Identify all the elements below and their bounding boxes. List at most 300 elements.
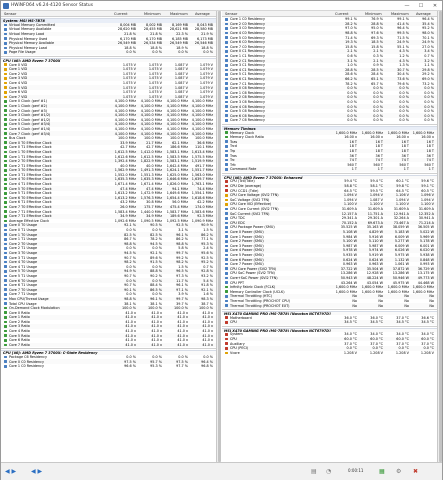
value-maximum: 97.3 % bbox=[176, 273, 188, 278]
sensor-row-vcore[interactable] bbox=[222, 351, 437, 356]
sensor-row-command-rate[interactable] bbox=[222, 167, 437, 172]
value-minimum: 0.0 % bbox=[373, 104, 383, 109]
value-minimum: 18 T bbox=[375, 148, 383, 153]
value-average: 8,043 MB bbox=[196, 22, 213, 27]
log-icon[interactable]: ▦ bbox=[379, 468, 385, 475]
value-maximum: 36 T bbox=[401, 153, 409, 158]
sensor-name: Core 0 C1 Residency bbox=[230, 49, 266, 54]
value-minimum: 1.075 V bbox=[148, 81, 162, 86]
value-average: 1.096 V bbox=[420, 193, 434, 198]
value-average: 0.0 % bbox=[424, 113, 434, 118]
sensor-name: Core 6 Ratio bbox=[9, 338, 30, 343]
sensor-icon bbox=[225, 240, 228, 243]
sensor-icon bbox=[225, 154, 228, 157]
value-maximum: 560 T bbox=[399, 162, 409, 167]
value-current: 41.0 x bbox=[125, 315, 136, 320]
scrollbar-left[interactable] bbox=[217, 11, 221, 462]
value-average: 0.0 % bbox=[424, 99, 434, 104]
value-average: 92.1 % bbox=[201, 287, 213, 292]
sensor-icon bbox=[225, 231, 228, 234]
value-minimum: 37.0 °C bbox=[370, 341, 383, 346]
value-maximum: 0.0 % bbox=[399, 99, 409, 104]
column-current[interactable]: Current bbox=[114, 12, 128, 16]
value-average: 16 T bbox=[426, 139, 434, 144]
value-maximum: 0.0 % bbox=[178, 50, 188, 55]
scrollbar-left-thumb[interactable] bbox=[218, 11, 221, 462]
value-maximum: 74 T bbox=[401, 158, 409, 163]
value-minimum: 28.4 % bbox=[371, 72, 383, 77]
value-minimum: 1,551.3 MHz bbox=[140, 172, 162, 177]
value-current: 13.286 W bbox=[340, 271, 357, 276]
value-maximum: 1.087 V bbox=[174, 71, 188, 76]
sensor-name: Core 1 T0 Effective Clock bbox=[9, 149, 52, 154]
value-average: 0.0 % bbox=[203, 355, 213, 360]
value-minimum: 4.829 W bbox=[368, 230, 383, 235]
value-maximum: 16.00 x bbox=[396, 135, 409, 140]
value-maximum: 45.975 W bbox=[392, 280, 409, 285]
sensor-icon bbox=[4, 160, 7, 163]
sensor-icon bbox=[4, 146, 7, 149]
value-maximum: 55.1 % bbox=[397, 44, 409, 49]
value-maximum: 73.467 A bbox=[393, 220, 409, 225]
value-minimum: 0.0 °C bbox=[372, 346, 383, 351]
value-maximum: 99.7 % bbox=[176, 296, 188, 301]
value-current: 1,092.6 MHz bbox=[114, 218, 136, 223]
value-minimum: 1,491.3 MHz bbox=[140, 168, 162, 173]
value-average: 1.079 V bbox=[199, 94, 213, 99]
group-title: Memory Timings bbox=[224, 126, 256, 131]
value-average: 6.020 W bbox=[419, 248, 434, 253]
value-minimum: 1,612.5 MHz bbox=[140, 154, 162, 159]
value-current: 31.609 A bbox=[341, 207, 357, 212]
value-maximum: 0.0 % bbox=[399, 113, 409, 118]
sensor-name: Virtual Memory Available bbox=[9, 27, 52, 32]
value-maximum: 50.946 W bbox=[392, 275, 409, 280]
value-minimum: 69.3 % bbox=[371, 35, 383, 40]
value-minimum: 82.5 % bbox=[150, 232, 162, 237]
sensor-icon bbox=[225, 159, 228, 162]
sensor-name: Core 7 Clock (perf #3/4) bbox=[9, 131, 51, 136]
value-current: 97.5 % bbox=[124, 359, 136, 364]
sensor-name: CPU bbox=[230, 320, 237, 325]
sensor-icon bbox=[4, 210, 7, 213]
sensor-icon bbox=[4, 187, 7, 190]
value-current: 90.7 % bbox=[124, 283, 136, 288]
sensor-icon bbox=[4, 155, 7, 158]
sensor-name: Average Effective Clock bbox=[9, 218, 50, 223]
value-minimum: 4,100.0 MHz bbox=[140, 122, 162, 127]
column-sensor-right[interactable]: Sensor bbox=[225, 12, 238, 16]
sensor-name: Core 1 Power (SMU) bbox=[230, 234, 264, 239]
sensor-icon bbox=[4, 330, 7, 333]
value-current: 1.075 V bbox=[122, 90, 136, 95]
value-average: 0.0 % bbox=[424, 104, 434, 109]
value-average: 16.00 x bbox=[421, 135, 434, 140]
sensor-icon bbox=[225, 281, 228, 284]
value-current: No bbox=[352, 298, 357, 303]
value-maximum: 37.0 °C bbox=[396, 315, 409, 320]
group-separator bbox=[222, 326, 437, 327]
value-minimum: 2.1 % bbox=[373, 58, 383, 63]
sensor-icon bbox=[225, 263, 228, 266]
column-average-right[interactable]: Average bbox=[416, 12, 431, 16]
sensor-icon bbox=[4, 229, 7, 232]
sensor-icon bbox=[225, 342, 228, 345]
value-maximum: 0.0 % bbox=[178, 355, 188, 360]
value-current: 28.6 % bbox=[345, 72, 357, 77]
value-minimum: 38.1 % bbox=[150, 301, 162, 306]
value-average: 95.2 % bbox=[201, 260, 213, 265]
value-minimum: 4,100.0 MHz bbox=[140, 108, 162, 113]
sensor-icon bbox=[4, 256, 7, 259]
value-maximum: 22.3 % bbox=[176, 32, 188, 37]
value-maximum: 64.5 °C bbox=[396, 188, 409, 193]
sensor-icon bbox=[4, 169, 7, 172]
value-maximum: 99.7 % bbox=[176, 250, 188, 255]
group-separator bbox=[222, 124, 437, 125]
group-separator bbox=[222, 173, 437, 174]
sensor-name: Core 4 C0 Residency bbox=[230, 31, 266, 36]
sensor-name: Virtual Memory Load bbox=[9, 32, 45, 37]
value-current: 41.0 x bbox=[125, 319, 136, 324]
sensor-name: Core 7 C6 Residency bbox=[230, 118, 266, 123]
value-maximum: 1,649.6 MHz bbox=[166, 191, 188, 196]
sensor-icon bbox=[4, 123, 7, 126]
nav-left-arrows[interactable]: ◀ ▶ bbox=[5, 468, 17, 475]
sensor-row-cpu[interactable] bbox=[222, 320, 437, 325]
close-sensors-icon[interactable]: ✖ bbox=[413, 468, 419, 475]
value-current: 38.1 % bbox=[124, 301, 136, 306]
value-minimum: 35.163 W bbox=[366, 225, 383, 230]
sensor-icon bbox=[4, 316, 7, 319]
sensor-icon bbox=[225, 333, 228, 336]
sensor-name: Memory Clock Ratio bbox=[230, 135, 264, 140]
value-maximum: 1.087 V bbox=[174, 90, 188, 95]
value-minimum: 5.919 W bbox=[368, 252, 383, 257]
value-current: 29.341 A bbox=[341, 216, 357, 221]
value-average: 100.0 % bbox=[198, 306, 213, 311]
value-current: 41.0 x bbox=[125, 324, 136, 329]
sensor-name: Vcore bbox=[230, 350, 240, 355]
value-maximum: 94.1 MHz bbox=[172, 186, 188, 191]
value-maximum: 1.132 W bbox=[394, 257, 409, 262]
sensor-row-core-7-c6-residency[interactable] bbox=[222, 118, 437, 123]
sensor-name: Infinity Fabric Clock (FCLK) bbox=[230, 285, 276, 290]
value-maximum: 97.5 % bbox=[176, 359, 188, 364]
value-current: 6,170 MB bbox=[119, 36, 136, 41]
value-maximum: 41.0 x bbox=[177, 338, 188, 343]
value-maximum: 18 T bbox=[401, 148, 409, 153]
sensor-icon bbox=[225, 55, 228, 58]
value-minimum: 1,635.3 MHz bbox=[140, 177, 162, 182]
value-current: 0.963 W bbox=[342, 262, 357, 267]
sensor-icon bbox=[4, 137, 7, 140]
value-current: 60.0 °C bbox=[344, 337, 357, 342]
value-current: 43.264 W bbox=[340, 280, 357, 285]
sensor-icon bbox=[4, 243, 7, 246]
value-maximum: 60.1 °C bbox=[396, 179, 409, 184]
sensor-row-core-1-c0-residency[interactable] bbox=[1, 364, 216, 369]
value-minimum: 28,455 MB bbox=[143, 27, 162, 32]
value-minimum: 94.5 % bbox=[150, 241, 162, 246]
value-maximum: 4,100.0 MHz bbox=[166, 103, 188, 108]
sensor-icon bbox=[225, 217, 228, 220]
sensor-icon bbox=[225, 180, 228, 183]
value-minimum: 31.609 A bbox=[367, 207, 383, 212]
scrollbar-right[interactable] bbox=[438, 11, 442, 462]
sensor-icon bbox=[4, 105, 7, 108]
sensor-name: Physical Memory Available bbox=[9, 41, 55, 46]
value-minimum: 4,100.0 MHz bbox=[140, 117, 162, 122]
value-minimum: 4,100.0 MHz bbox=[140, 113, 162, 118]
value-maximum: 4,100.0 MHz bbox=[166, 117, 188, 122]
value-maximum: 0.0 °C bbox=[398, 346, 409, 351]
value-current: 1,613.2 MHz bbox=[114, 191, 136, 196]
value-minimum: 36 T bbox=[375, 153, 383, 158]
value-minimum: 95.7 % bbox=[150, 359, 162, 364]
value-average: 41.0 x bbox=[202, 315, 213, 320]
value-maximum: 34.0 °C bbox=[396, 332, 409, 337]
value-average: 44.468 W bbox=[417, 280, 434, 285]
value-maximum: 475.4 MHz bbox=[169, 205, 188, 210]
value-maximum: 59.8 °C bbox=[396, 184, 409, 189]
value-current: 34.9 MHz bbox=[120, 214, 136, 219]
column-minimum[interactable]: Minimum bbox=[144, 12, 161, 16]
value-maximum: 86.2 % bbox=[176, 237, 188, 242]
value-maximum: 6.009 W bbox=[394, 234, 409, 239]
value-maximum: 5.975 W bbox=[394, 252, 409, 257]
sensor-icon bbox=[4, 82, 7, 85]
sensor-icon bbox=[4, 183, 7, 186]
sensor-icon bbox=[225, 101, 228, 104]
sensor-icon bbox=[225, 136, 228, 139]
value-average: No bbox=[429, 303, 434, 308]
sensor-name: Core 6 C0 Residency bbox=[230, 40, 266, 45]
sensor-name: Trc bbox=[230, 158, 235, 163]
value-minimum: 0.0 % bbox=[152, 292, 162, 297]
sensor-icon bbox=[4, 356, 7, 359]
group-title: CPU [#0]: AMD Ryzen 7 3700X bbox=[3, 59, 61, 63]
value-maximum: 4,100.0 MHz bbox=[166, 108, 188, 113]
value-current: 0.0 % bbox=[126, 292, 136, 297]
sensor-icon bbox=[4, 261, 7, 264]
value-current: 59.4 °C bbox=[344, 179, 357, 184]
value-average: 1.079 V bbox=[199, 71, 213, 76]
value-minimum: 41.0 x bbox=[151, 338, 162, 343]
sensor-name: Core 0 C0 Residency bbox=[9, 359, 45, 364]
value-maximum: 41.0 x bbox=[177, 329, 188, 334]
value-average: 60.5 °C bbox=[421, 188, 434, 193]
sensor-icon bbox=[225, 286, 228, 289]
value-maximum: 1.106 V bbox=[395, 193, 409, 198]
sensor-icon bbox=[225, 212, 228, 215]
column-minimum-right[interactable]: Minimum bbox=[365, 12, 382, 16]
report-icon[interactable]: ▤ bbox=[311, 468, 317, 475]
sensor-icon bbox=[225, 295, 228, 298]
value-current: 18 T bbox=[349, 144, 357, 149]
value-minimum: 86.5 % bbox=[150, 287, 162, 292]
value-average: 1.094 V bbox=[420, 197, 434, 202]
value-current: 5.935 W bbox=[342, 252, 357, 257]
value-minimum: No bbox=[378, 303, 383, 308]
value-minimum: 12.928 W bbox=[366, 271, 383, 276]
value-average: 30.941 A bbox=[418, 216, 434, 221]
sensor-name: Core 7 T0 Usage bbox=[9, 287, 38, 292]
sensor-row-core-7-ratio[interactable] bbox=[1, 343, 216, 348]
nav-right-arrows[interactable]: ◀ ▶ bbox=[31, 468, 43, 475]
value-maximum: 99.2 % bbox=[176, 255, 188, 260]
value-average: 0.0 % bbox=[424, 95, 434, 100]
close-button[interactable]: ✕ bbox=[432, 3, 438, 9]
value-minimum: 41.0 x bbox=[151, 310, 162, 315]
value-minimum: 76.9 % bbox=[371, 17, 383, 22]
value-maximum: 1.061 W bbox=[394, 262, 409, 267]
value-maximum: 1.5 % bbox=[178, 264, 188, 269]
value-current: 43.2 MHz bbox=[120, 200, 136, 205]
value-current: 0.0 % bbox=[347, 109, 357, 114]
sensor-icon bbox=[225, 145, 228, 148]
value-maximum: 1.094 V bbox=[395, 197, 409, 202]
value-maximum: 97.7 % bbox=[176, 364, 188, 369]
value-current: 99.1 % bbox=[345, 17, 357, 22]
value-current: 1,600.0 MHz bbox=[335, 130, 357, 135]
value-minimum: 5.987 W bbox=[368, 243, 383, 248]
value-current: 41.0 x bbox=[125, 329, 136, 334]
value-maximum: 1,646.6 MHz bbox=[166, 177, 188, 182]
sensor-row-page-file-usage[interactable] bbox=[1, 50, 216, 55]
maximize-button[interactable]: ☐ bbox=[418, 3, 424, 9]
minimize-button[interactable]: — bbox=[404, 3, 410, 9]
column-header bbox=[1, 11, 216, 17]
sensor-icon bbox=[4, 109, 7, 112]
value-minimum: 35.504 W bbox=[366, 266, 383, 271]
sensor-name: Thermal Throttling (PROCHOT EXT) bbox=[230, 303, 290, 308]
sensor-name: Core 2 C0 Residency bbox=[230, 21, 266, 26]
value-minimum: 18.8 % bbox=[150, 45, 162, 50]
value-minimum: 41.0 x bbox=[151, 329, 162, 334]
column-maximum[interactable]: Maximum bbox=[170, 12, 188, 16]
value-current: 3.1 % bbox=[347, 58, 357, 63]
value-average: 37.0 °C bbox=[421, 341, 434, 346]
sensor-row-thermal-throttling-prochot-ext[interactable] bbox=[222, 303, 437, 308]
value-maximum: 6,185 MB bbox=[171, 36, 188, 41]
value-average: 1,575.5 MHz bbox=[191, 154, 213, 159]
value-average: 1.079 V bbox=[199, 85, 213, 90]
sensor-icon bbox=[4, 275, 7, 278]
value-minimum: 34.5 °C bbox=[370, 320, 383, 325]
sensor-name: Core 3 T1 Usage bbox=[9, 255, 38, 260]
sensor-name: CPU Core Power (SVI2 TFN) bbox=[230, 266, 277, 271]
value-average: 1,613.4 MHz bbox=[191, 149, 213, 154]
value-current: 33.9 MHz bbox=[120, 140, 136, 145]
sensor-icon bbox=[4, 91, 7, 94]
value-maximum: 1 T bbox=[403, 167, 409, 172]
value-average: 13.175 W bbox=[417, 271, 434, 276]
value-minimum: 0.9 % bbox=[373, 63, 383, 68]
sensor-icon bbox=[225, 254, 228, 257]
value-average: 24.9 % bbox=[422, 40, 434, 45]
value-maximum: 1,600.0 MHz bbox=[387, 285, 409, 290]
sensor-icon bbox=[4, 311, 7, 314]
value-minimum: 28.5 % bbox=[371, 67, 383, 72]
sensor-name: Core 0 VID bbox=[9, 62, 28, 67]
value-minimum: 69.673 A bbox=[367, 220, 383, 225]
sensor-name: Core 6 C6 Residency bbox=[230, 113, 266, 118]
column-current-right[interactable]: Current bbox=[335, 12, 349, 16]
value-current: 0.0 % bbox=[126, 228, 136, 233]
value-maximum: 37.0 °C bbox=[396, 341, 409, 346]
value-current: 4,100.0 MHz bbox=[114, 103, 136, 108]
value-maximum: 5.277 W bbox=[394, 239, 409, 244]
sensor-icon bbox=[225, 189, 228, 192]
sensor-name: CPU TDC bbox=[230, 216, 246, 221]
value-maximum: 1.087 V bbox=[174, 76, 188, 81]
value-minimum: 36.0 °C bbox=[370, 315, 383, 320]
value-maximum: 1,092.5 MHz bbox=[166, 218, 188, 223]
sensor-icon bbox=[4, 252, 7, 255]
group-separator bbox=[222, 309, 437, 310]
value-current: 4,100.0 MHz bbox=[114, 99, 136, 104]
value-maximum: 13.286 W bbox=[392, 271, 409, 276]
sensor-name: Core 6 C1 Residency bbox=[230, 77, 266, 82]
sensor-name: Core 7 VID bbox=[9, 94, 28, 99]
value-current: 50.943 W bbox=[340, 275, 357, 280]
sensor-name: Core 5 T1 Effective Clock bbox=[9, 191, 52, 196]
value-average: 96.4 % bbox=[422, 17, 434, 22]
sensor-name: Core 2 Ratio bbox=[9, 319, 30, 324]
value-maximum: 1.087 V bbox=[174, 62, 188, 67]
value-average: 1,519.9 MHz bbox=[191, 159, 213, 164]
value-minimum: 1,822.9 MHz bbox=[140, 159, 162, 164]
value-average: 5.022 W bbox=[419, 230, 434, 235]
value-maximum: 30.7 % bbox=[397, 67, 409, 72]
sensor-name: SoC Voltage (SVI2 TFN) bbox=[230, 197, 270, 202]
value-average: 1,618.6 MHz bbox=[191, 195, 213, 200]
value-average: 36.6 °C bbox=[421, 315, 434, 320]
sensor-icon bbox=[4, 201, 7, 204]
value-current: 98.8 % bbox=[124, 241, 136, 246]
sensor-name: Core 3 T0 Usage bbox=[9, 250, 38, 255]
value-minimum: 89.6 % bbox=[150, 255, 162, 260]
value-minimum: 15.8 % bbox=[371, 44, 383, 49]
value-average: 1,563.0 MHz bbox=[191, 172, 213, 177]
value-current: 0.0 % bbox=[126, 50, 136, 55]
sensor-name: Core 1 T1 Effective Clock bbox=[9, 154, 52, 159]
value-minimum: 1,440.0 MHz bbox=[140, 209, 162, 214]
column-maximum-right[interactable]: Maximum bbox=[391, 12, 409, 16]
value-current: 1.094 V bbox=[343, 193, 357, 198]
sensor-icon bbox=[225, 203, 228, 206]
column-sensor[interactable]: Sensor bbox=[4, 12, 17, 16]
value-average: 0.0 % bbox=[424, 109, 434, 114]
value-current: 1,612.6 MHz bbox=[114, 154, 136, 159]
value-current: 35.525 W bbox=[340, 225, 357, 230]
sensor-icon bbox=[225, 208, 228, 211]
value-minimum: 5.916 W bbox=[368, 234, 383, 239]
sensor-icon bbox=[225, 338, 228, 341]
value-current: 90.7 % bbox=[124, 255, 136, 260]
value-average: 49.773 W bbox=[417, 275, 434, 280]
value-current: 1,635.3 MHz bbox=[114, 177, 136, 182]
column-average[interactable]: Average bbox=[195, 12, 210, 16]
value-current: 41.0 x bbox=[125, 338, 136, 343]
value-current: 26,549 MB bbox=[117, 41, 136, 46]
scrollbar-right-thumb[interactable] bbox=[439, 11, 442, 462]
value-maximum: 1.087 V bbox=[174, 67, 188, 72]
value-average: 1.079 V bbox=[199, 76, 213, 81]
settings-icon[interactable]: ⚙ bbox=[396, 468, 402, 475]
sensor-icon bbox=[225, 140, 228, 143]
